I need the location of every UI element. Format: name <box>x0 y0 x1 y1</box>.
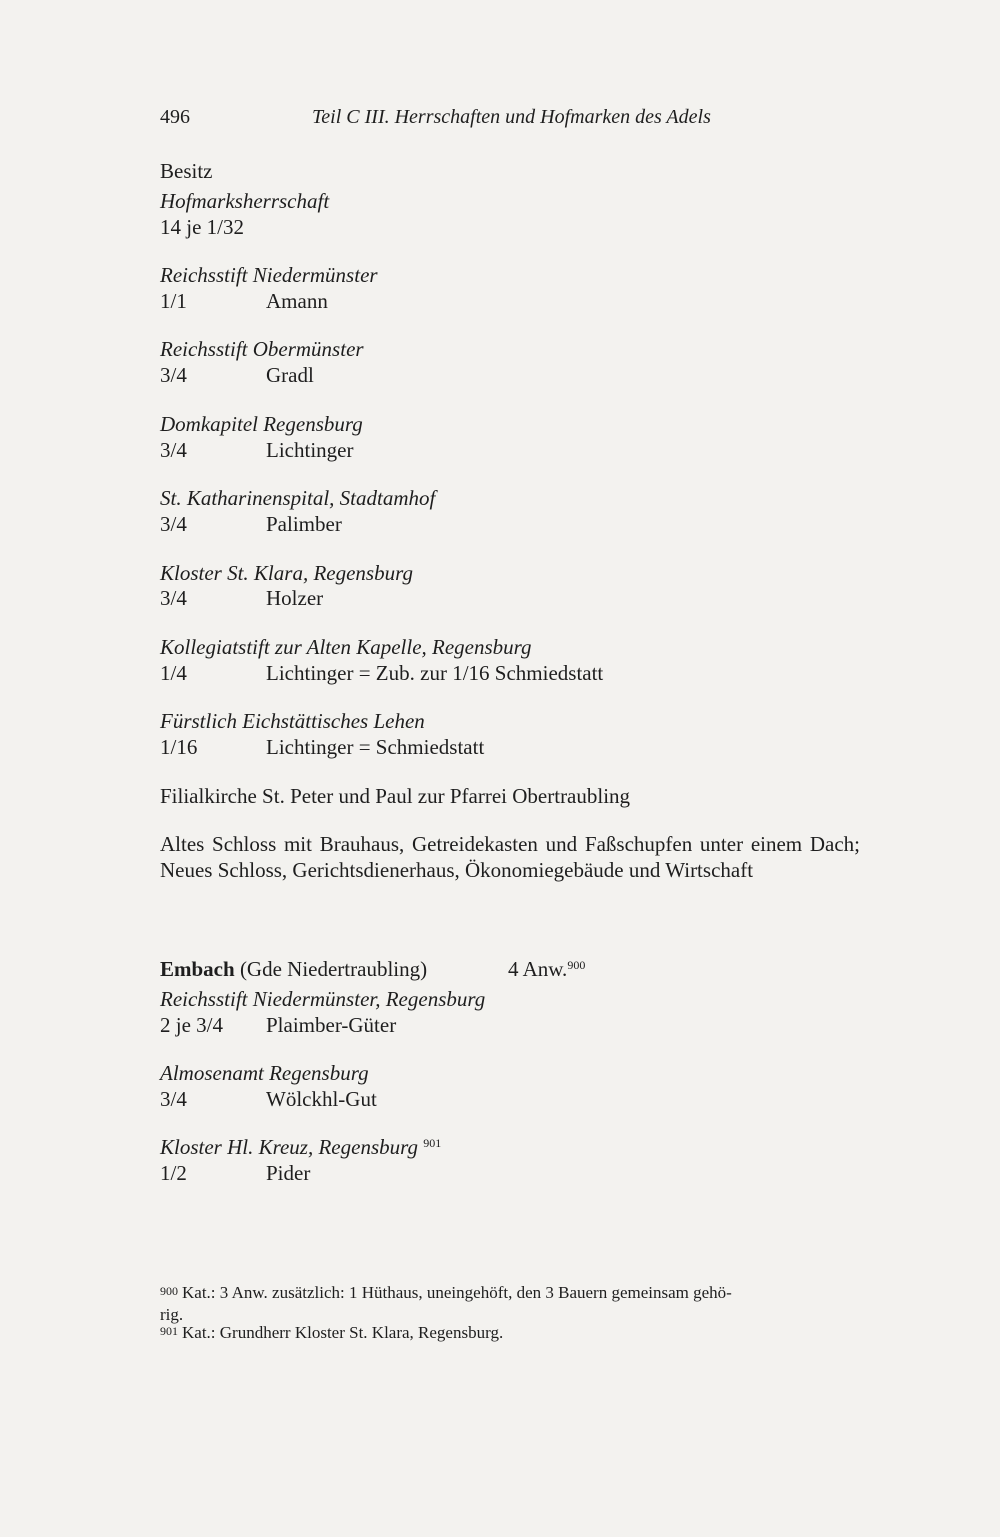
owner-holder: Pider <box>266 1161 311 1185</box>
owner-row <box>160 1160 310 1186</box>
owner-share: 1/2 <box>160 1161 187 1185</box>
owner-name: Kloster Hl. Kreuz, Regensburg <box>160 1135 419 1159</box>
footnote-number: 900 <box>160 1284 178 1298</box>
page-number: 496 <box>160 106 190 128</box>
owner-share: 1/4 <box>160 661 187 685</box>
owner-row <box>160 734 484 760</box>
footnote-ref: 901 <box>423 1136 442 1150</box>
page-header <box>160 106 860 136</box>
owner-row <box>160 511 342 537</box>
footnote-text: Kat.: 3 Anw. zusätzlich: 1 Hüthaus, uneingehöft, den 3 Bauern gemeinsam gehö- <box>182 1283 732 1302</box>
owner-share: 2 je 3/4 <box>160 1013 223 1037</box>
owner-share: 3/4 <box>160 438 187 462</box>
embach-anwesen: 4 Anw. <box>508 957 568 981</box>
schloss-paragraph: Altes Schloss mit Brauhaus, Getreidekasten und Faßschupfen unter einem Dach; Neues Schloss, Gerichtsdienerhaus, Ökonomiegebäude und Wirtschaft <box>160 832 860 882</box>
owner-share: 1/16 <box>160 735 198 759</box>
owner-holder: Gradl <box>266 363 314 387</box>
filialkirche-text: Filialkirche St. Peter und Paul zur Pfarrei Obertraubling <box>160 784 631 808</box>
owner-holder: Lichtinger <box>266 438 354 462</box>
owner-holder: Wölckhl-Gut <box>266 1087 377 1111</box>
owner-name: Reichsstift Obermünster <box>160 337 364 361</box>
footnote <box>160 1282 860 1326</box>
owner-name: Fürstlich Eichstättisches Lehen <box>160 709 425 733</box>
owner-row <box>160 660 603 686</box>
owner-share: 3/4 <box>160 512 187 536</box>
embach-gemeinde: (Gde Niedertraubling) <box>239 957 428 981</box>
owner-holder: Lichtinger = Zub. zur 1/16 Schmiedstatt <box>266 661 604 685</box>
footnote-ref: 900 <box>567 958 586 972</box>
owner-share: 3/4 <box>160 363 187 387</box>
owner-row <box>160 585 323 611</box>
owner-row <box>160 437 353 463</box>
owner-share: 3/4 <box>160 586 187 610</box>
owner-name: Kollegiatstift zur Alten Kapelle, Regensburg <box>160 635 532 659</box>
owner-name: Domkapitel Regensburg <box>160 412 363 436</box>
embach-anwesen-group <box>508 956 585 982</box>
owner-name: Kloster St. Klara, Regensburg <box>160 561 413 585</box>
embach-heading <box>160 956 860 982</box>
owner-row <box>160 288 328 314</box>
footnote <box>160 1322 860 1344</box>
owner-share: 3/4 <box>160 1087 187 1111</box>
besitz-heading: Besitz <box>160 159 213 183</box>
footnote-text-cont: rig. <box>160 1305 184 1324</box>
owner-name: Almosenamt Regensburg <box>160 1061 369 1085</box>
footnote-number: 901 <box>160 1324 178 1338</box>
running-title: Teil C III. Herrschaften und Hofmarken des Adels <box>312 106 711 128</box>
owner-name-group <box>160 1134 441 1160</box>
owner-holder: Lichtinger = Schmiedstatt <box>266 735 485 759</box>
owner-name: Reichsstift Niedermünster, Regensburg <box>160 987 486 1011</box>
owner-row <box>160 1012 396 1038</box>
owner-holder: Holzer <box>266 586 324 610</box>
owner-name: Reichsstift Niedermünster <box>160 263 378 287</box>
owner-row <box>160 362 314 388</box>
owner-holder: Amann <box>266 289 328 313</box>
owner-row <box>160 1086 377 1112</box>
embach-name: Embach <box>160 957 235 981</box>
hofmark-value: 14 je 1/32 <box>160 215 244 239</box>
owner-name: St. Katharinenspital, Stadtamhof <box>160 486 436 510</box>
owner-holder: Plaimber-Güter <box>266 1013 397 1037</box>
owner-holder: Palimber <box>266 512 342 536</box>
hofmark-label: Hofmarksherrschaft <box>160 189 330 213</box>
owner-share: 1/1 <box>160 289 187 313</box>
footnote-text: Kat.: Grundherr Kloster St. Klara, Regensburg. <box>182 1323 504 1342</box>
